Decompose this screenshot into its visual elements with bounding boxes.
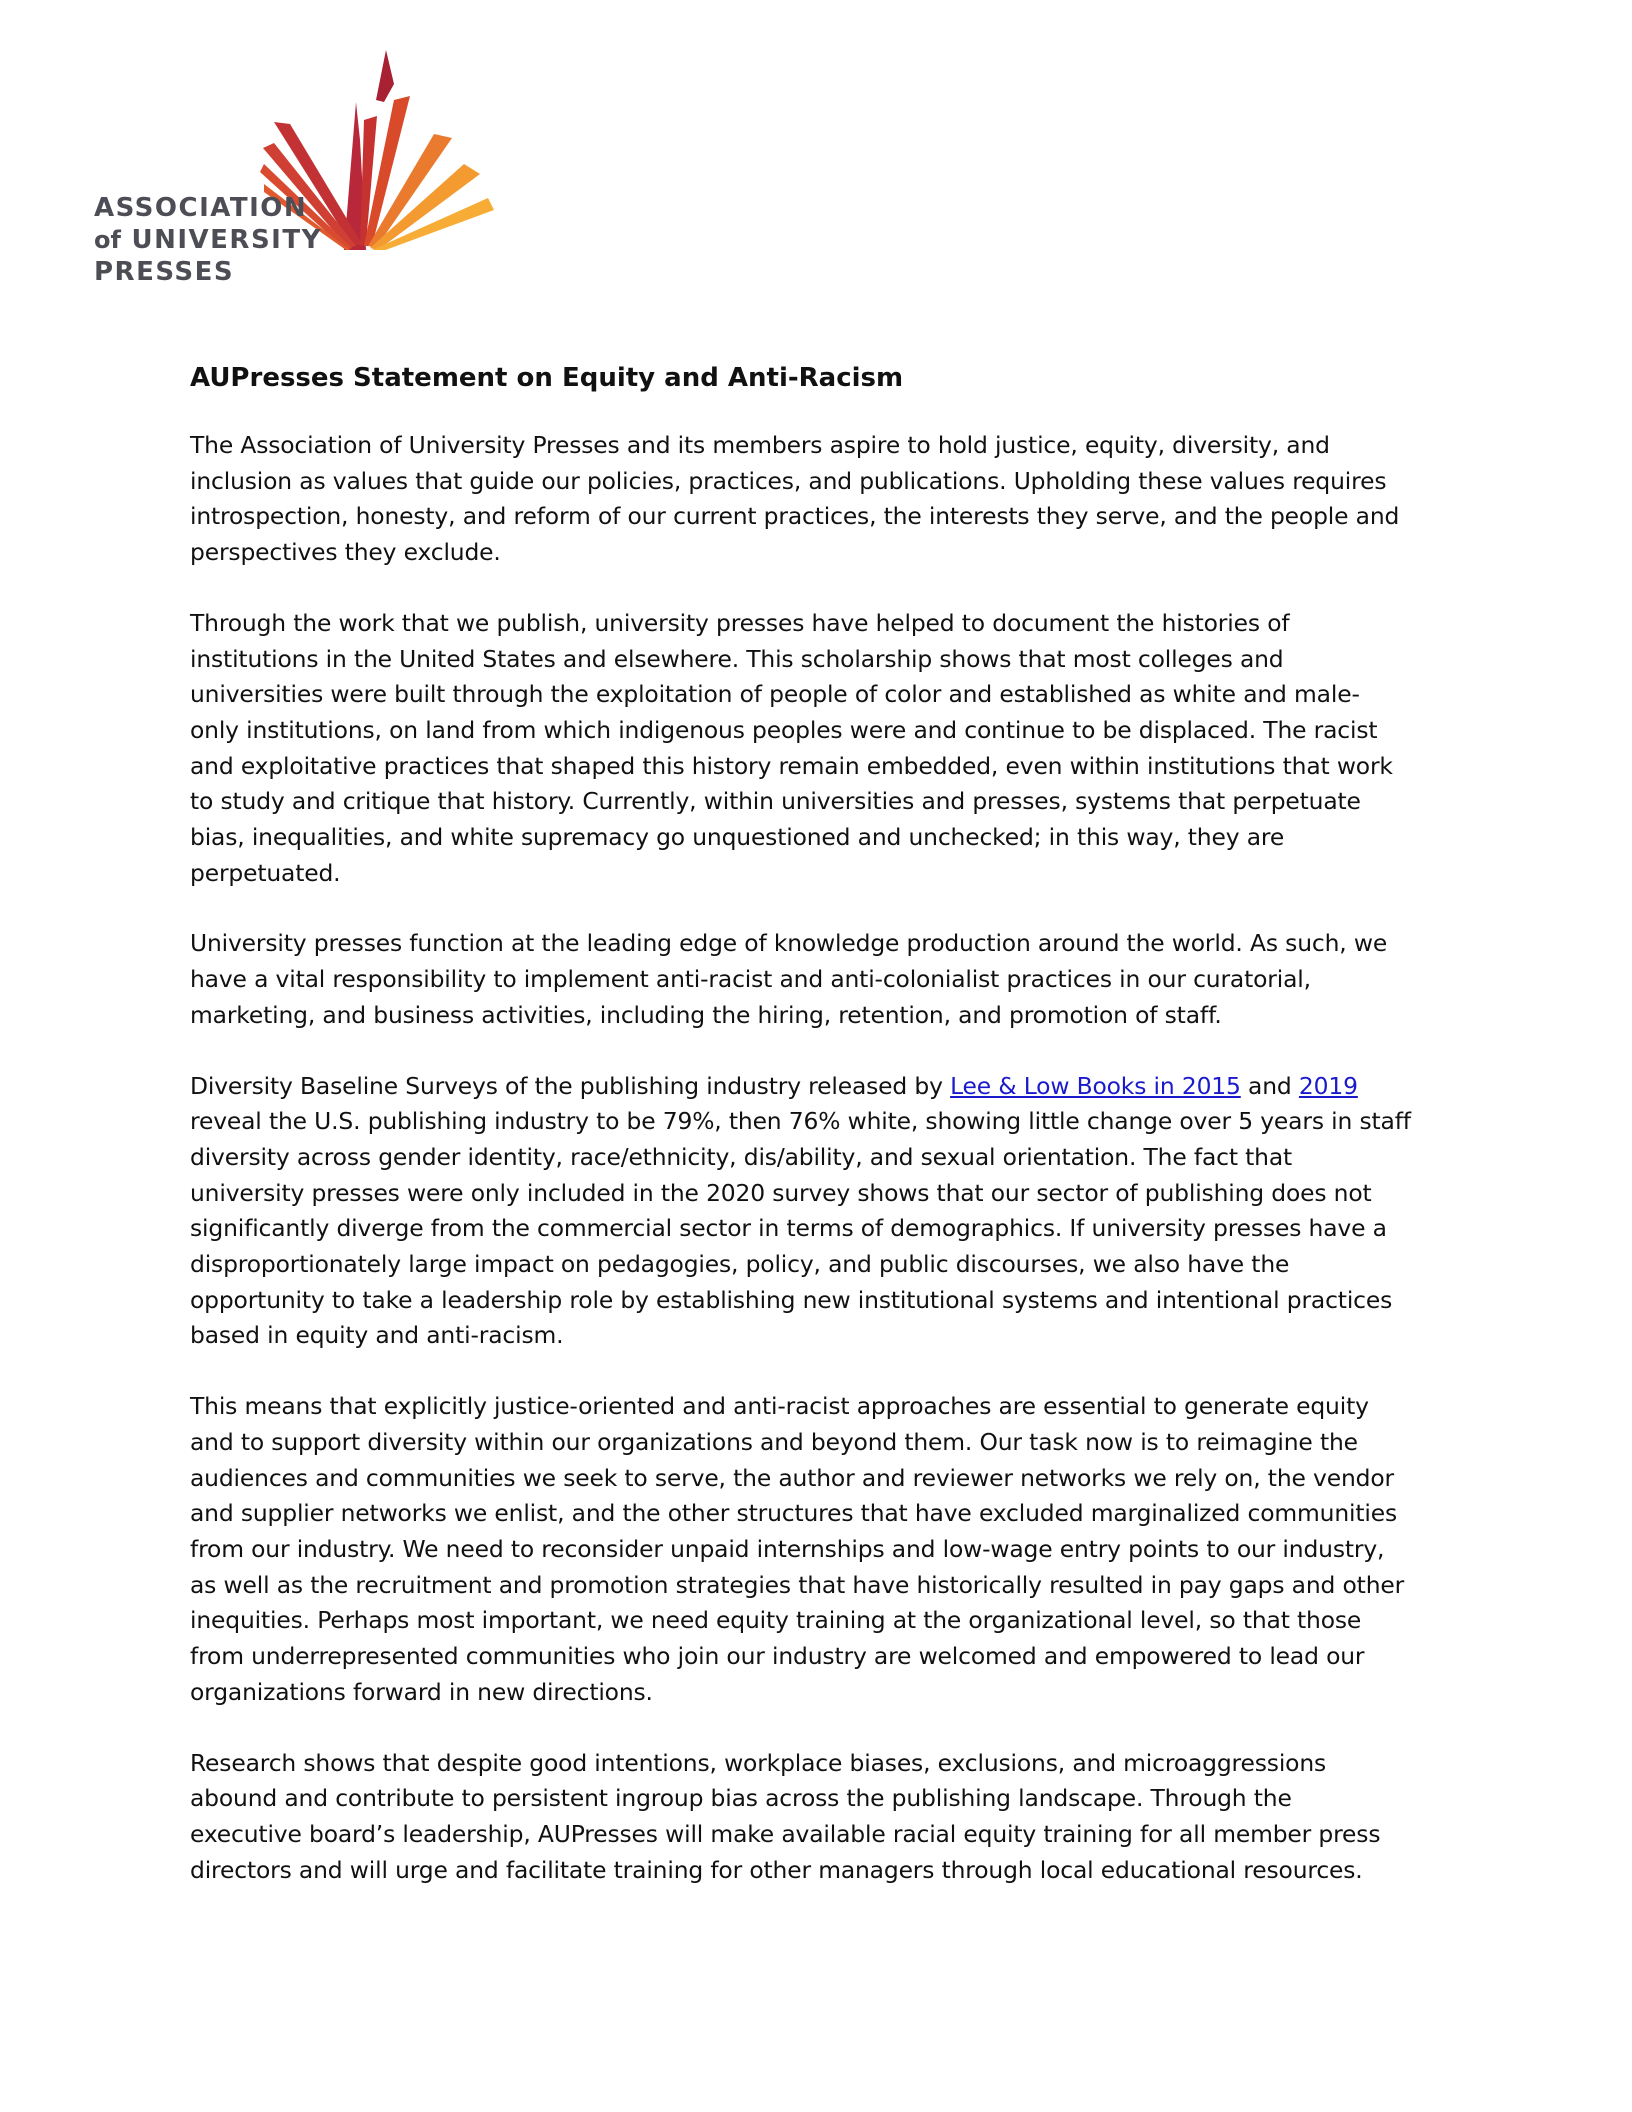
paragraph-line: from underrepresented communities who join our industry are welcomed and empowered to lead our <box>190 1642 1365 1671</box>
paragraph-line: diversity across gender identity, race/ethnicity, dis/ability, and sexual orientation. The fact that <box>190 1142 1293 1171</box>
paragraph-line-with-links <box>190 1069 1450 1105</box>
logo-text-presses: PRESSES <box>94 257 235 287</box>
logo-text-university-word: UNIVERSITY <box>131 225 322 255</box>
logo-text-university <box>94 224 322 256</box>
paragraph-line: to study and critique that history. Currently, within universities and presses, systems that perpetuate <box>190 787 1361 816</box>
logo-text-association: ASSOCIATION <box>94 193 308 223</box>
paragraph-line: Research shows that despite good intentions, workplace biases, exclusions, and microaggressions <box>190 1748 1327 1777</box>
paragraph-3 <box>190 926 1450 1033</box>
paragraph-line: as well as the recruitment and promotion strategies that have historically resulted in pay gaps and other <box>190 1570 1405 1599</box>
paragraph-1 <box>190 428 1450 571</box>
paragraph-4 <box>190 1069 1450 1355</box>
paragraph-line: The Association of University Presses and its members aspire to hold justice, equity, diversity, and <box>190 431 1330 459</box>
page-title: AUPresses Statement on Equity and Anti-Racism <box>190 363 904 393</box>
aupresses-logo <box>94 50 494 290</box>
paragraph-line: abound and contribute to persistent ingroup bias across the publishing landscape. Through the <box>190 1784 1292 1813</box>
paragraph-line: introspection, honesty, and reform of our current practices, the interests they serve, and the people and <box>190 502 1400 531</box>
paragraph-5 <box>190 1389 1450 1710</box>
paragraph-line: directors and will urge and facilitate training for other managers through local educational resources. <box>190 1855 1363 1884</box>
paragraph-line: inequities. Perhaps most important, we need equity training at the organizational level, so that those <box>190 1606 1362 1635</box>
paragraph-line: and exploitative practices that shaped this history remain embedded, even within institutions that work <box>190 751 1393 780</box>
lee-low-2015-link[interactable]: Lee & Low Books in 2015 <box>950 1071 1241 1100</box>
paragraph-line: only institutions, on land from which indigenous peoples were and continue to be displaced. The racist <box>190 715 1378 744</box>
paragraph-line: executive board’s leadership, AUPresses will make available racial equity training for all member press <box>190 1819 1381 1848</box>
paragraph-line: opportunity to take a leadership role by establishing new institutional systems and intentional practices <box>190 1285 1393 1314</box>
paragraph-line: This means that explicitly justice-oriented and anti-racist approaches are essential to generate equity <box>190 1392 1369 1421</box>
paragraph-line: perspectives they exclude. <box>190 538 501 567</box>
paragraph-line: organizations forward in new directions. <box>190 1677 653 1706</box>
paragraph-line: university presses were only included in the 2020 survey shows that our sector of publishing does not <box>190 1178 1372 1207</box>
survey-2019-link[interactable]: 2019 <box>1298 1071 1358 1100</box>
paragraph-line: based in equity and anti-racism. <box>190 1321 564 1350</box>
paragraph-text: and <box>1240 1071 1299 1100</box>
paragraph-line: universities were built through the exploitation of people of color and established as white and male- <box>190 680 1360 709</box>
logo-text-of: of <box>94 226 121 254</box>
paragraph-line: from our industry. We need to reconsider unpaid internships and low-wage entry points to our industry, <box>190 1534 1385 1563</box>
paragraph-text: Diversity Baseline Surveys of the publishing industry released by <box>190 1071 951 1100</box>
statement-document <box>190 358 1450 1923</box>
paragraph-line: institutions in the United States and elsewhere. This scholarship shows that most colleges and <box>190 644 1284 673</box>
paragraph-line: Through the work that we publish, university presses have helped to document the histories of <box>190 608 1290 637</box>
paragraph-line: marketing, and business activities, including the hiring, retention, and promotion of staff. <box>190 1000 1222 1029</box>
paragraph-line: reveal the U.S. publishing industry to be 79%, then 76% white, showing little change over 5 years in staff <box>190 1107 1411 1136</box>
paragraph-line: significantly diverge from the commercial sector in terms of demographics. If university presses have a <box>190 1214 1387 1243</box>
paragraph-line: and supplier networks we enlist, and the other structures that have excluded marginalized communities <box>190 1499 1398 1528</box>
paragraph-line: have a vital responsibility to implement anti-racist and anti-colonialist practices in our curatorial, <box>190 965 1311 994</box>
paragraph-line: disproportionately large impact on pedagogies, policy, and public discourses, we also have the <box>190 1250 1290 1279</box>
paragraph-line: audiences and communities we seek to serve, the author and reviewer networks we rely on, the vendor <box>190 1463 1394 1492</box>
paragraph-line: and to support diversity within our organizations and beyond them. Our task now is to reimagine the <box>190 1427 1358 1456</box>
paragraph-line: inclusion as values that guide our policies, practices, and publications. Upholding these values requires <box>190 466 1387 495</box>
paragraph-line: University presses function at the leading edge of knowledge production around the world. As such, we <box>190 929 1388 958</box>
paragraph-6 <box>190 1746 1450 1889</box>
paragraph-2 <box>190 606 1450 892</box>
paragraph-line: bias, inequalities, and white supremacy go unquestioned and unchecked; in this way, they are <box>190 823 1285 852</box>
paragraph-line: perpetuated. <box>190 858 341 887</box>
